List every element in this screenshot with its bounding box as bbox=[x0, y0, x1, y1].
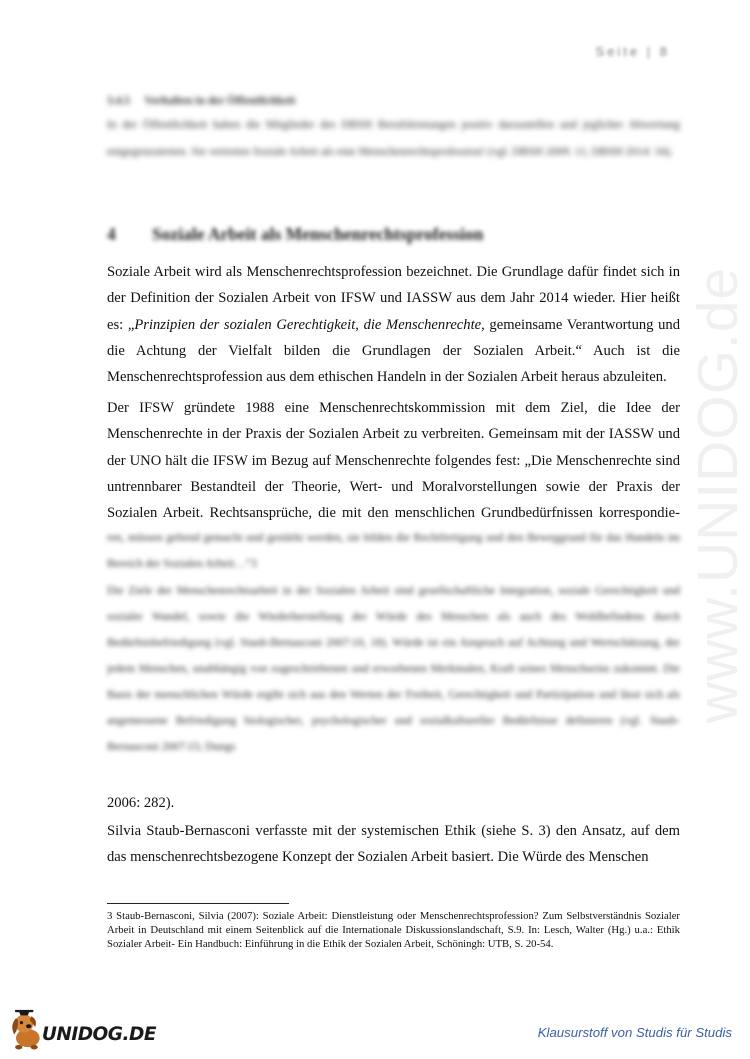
chapter-number: 4 bbox=[107, 224, 116, 244]
chapter-title: Soziale Arbeit als Menschenrechtsprofession bbox=[152, 224, 484, 244]
page-number: Seite | 8 bbox=[595, 44, 670, 59]
paragraph-3-end: 2006: 282). bbox=[107, 795, 175, 811]
unidog-logo bbox=[6, 1003, 156, 1055]
tagline: Klausurstoff von Studis für Studis bbox=[537, 1025, 732, 1040]
paragraph-2: Der IFSW gründete 1988 eine Menschenrechtskommission mit dem Ziel, die Idee der Menschenrechte in der Praxis der Sozialen Arbeit zu verbreiten. Gemeinsam mit der IASSW und der UNO hält die IFSW im Bezug auf Menschenrechte folgendes fest: „Die Menschenrechte sind untrennbarer Bestandteil der Theorie, Wert- und Moralvorstellungen sowie der Praxis der Sozialen Arbeit. Rechtsansprüche, die mit den menschlichen Grundbedürfnissen korrespondie- bbox=[107, 400, 680, 522]
watermark bbox=[648, 255, 750, 735]
chapter-heading bbox=[107, 224, 680, 245]
paragraph-1-comma: , bbox=[355, 316, 364, 333]
footnote-divider bbox=[107, 903, 289, 904]
paragraph-1-part-2: , gemeinsame Verantwortung und die Achtung der Vielfalt bilden die Grundlagen der Sozialen Arbeit.“ Auch ist die bbox=[107, 316, 681, 359]
paragraph-1-quote-b: die Menschenrechte bbox=[363, 316, 482, 333]
paragraph-1 bbox=[107, 259, 680, 390]
logo-text: UNIDOG.DE bbox=[41, 1023, 156, 1045]
section-number: 3.4.5 bbox=[107, 95, 130, 107]
section-3-4-5-text: In der Öffentlichkeit haben die Mitglieder des DBSH Berufsleistungen positiv darzustellen und jeglicher Abwertung entgegenzutreten. Sie vertreten Soziale Arbeit als eine Menschenrechtsprofession! (vgl. DBSH 2009: 11; DBSH 2014: 34). bbox=[107, 119, 680, 158]
paragraph-1-part-1: Soziale Arbeit wird als Menschenrechtsprofession bezeichnet. Die Grundlage dafür findet sich in der Definition der Sozialen Arbeit von IFSW und IASSW aus dem Jahr 2014 wieder. Hier heißt es: „ bbox=[107, 264, 680, 333]
paragraph-1-last-line: Menschenrechtsprofession aus dem ethischen Handeln in der Sozialen Arbeit heraus abzuleiten. bbox=[107, 369, 667, 386]
section-title: Verhalten in der Öffentlichkeit bbox=[144, 95, 296, 107]
paragraph-4: Silvia Staub-Bernasconi verfasste mit der systemischen Ethik (siehe S. 3) den Ansatz, auf dem das menschenrechtsbezogene Konzept der Sozialen Arbeit basiert. Die Würde des Menschen bbox=[107, 823, 680, 866]
footnote: 3 Staub-Bernasconi, Silvia (2007): Soziale Arbeit: Dienstleistung oder Menschenrechtsprofession? Zum Selbstverständnis Sozialer Arbeit in Deutschland mit einem Seitenblick auf die Internationale Diskussionslandschaft, S.9. In: Lesch, Walter (Hg.) u.a.: Ethik Sozialer Arbeit- Ein Handbuch: Einführung in die Ethik der Sozialen Arbeit, Schöningh: UTB, S. 20-54. bbox=[107, 910, 680, 950]
section-heading-3-4-5 bbox=[107, 93, 680, 109]
paragraph-3-blurred: Die Ziele der Menschenrechtsarbeit in der Sozialen Arbeit sind gesellschaftliche Integration, soziale Gerechtigkeit und sozialer Wandel, sowie die Wiederherstellung der Würde des Menschen als auch des Wohlbefindens durch Bedürfnisbefriedigung (vgl. Staub-Bernasconi 2007:10, 18). Würde ist ein Anspruch auf Achtung und Wertschätzung, der jedem Menschen, unabhängig von zugeschriebenen und erworbenen Merkmalen, Kraft seines Menschseins zukommt. Die Basis der menschlichen Würde ergibt sich aus den Werten der Freiheit, Gerechtigkeit und Partizipation und lässt sich als angemessene Befriedigung biologischer, psychologischer und sozialkultureller Bedürfnisse definieren (vgl. Staub-Bernasconi 2007:15; Dungs bbox=[107, 585, 680, 753]
paragraph-2-blurred: ren, müssen geltend gemacht und gestärkt werden, sie bilden die Rechtfertigung und den Beweggrund für das Handeln im Bereich der Sozialen Arbeit…“3 bbox=[107, 532, 680, 570]
watermark-text: www.UNIDOG.de bbox=[686, 266, 750, 724]
paragraph-1-quote-a: Prinzipien der sozialen Gerechtigkeit bbox=[134, 316, 356, 333]
